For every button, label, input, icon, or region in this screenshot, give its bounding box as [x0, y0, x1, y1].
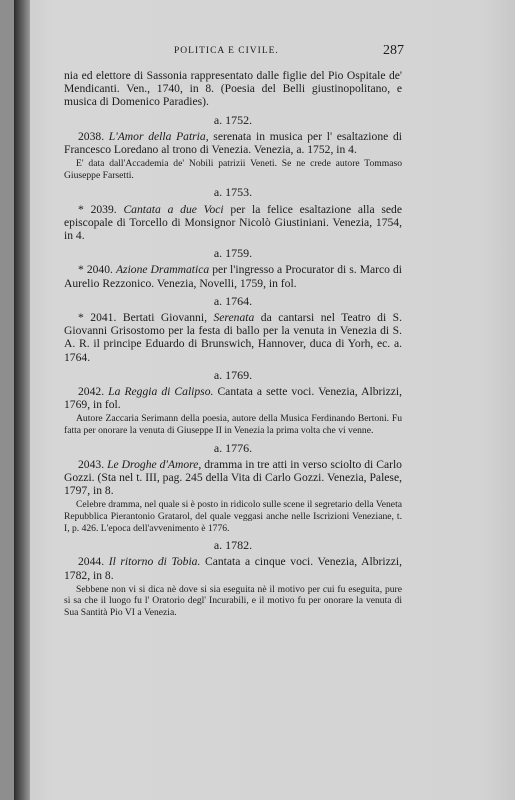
year-heading: a. 1776. — [213, 440, 253, 455]
entry-number: 2038. — [78, 129, 105, 143]
running-title: POLITICA E CIVILE. — [174, 46, 279, 56]
entry-title: Il ritorno di Tobia. — [108, 555, 201, 569]
entry-note: Celebre dramma, nel quale si è posto in ridicolo sulle scene il segretario della Veneta Repubblica Pierantonio Gratarol, del quale veggasi anche nelle Iscrizioni Veneziane, t. I, p. 426. L'epoca dell'avvenimento è 1776. — [64, 499, 402, 534]
entry-2044: 2044. Il ritorno di Tobia. Cantata a cinque voci. Venezia, Albrizzi, 1782, in 8. — [64, 555, 402, 582]
entry-number: 2044. — [78, 555, 105, 569]
book-spine-shadow — [14, 0, 30, 800]
entry-number: 2043. — [78, 457, 105, 471]
entry-title: Cantata a due Voci — [123, 202, 224, 216]
entry-note: E' data dall'Accademia de' Nobili patrizii Veneti. Se ne crede autore Tommaso Giuseppe Farsetti. — [64, 158, 402, 181]
year-heading: a. 1753. — [213, 185, 253, 200]
entry-2038: 2038. L'Amor della Patria, serenata in musica per l' esaltazione di Francesco Loredano al trono di Venezia. Venezia, a. 1752, in 4. — [64, 129, 402, 157]
entry-number: * 2040. — [78, 263, 113, 277]
year-heading: a. 1764. — [213, 293, 253, 308]
page-text — [64, 69, 402, 621]
year-heading: a. 1769. — [213, 367, 253, 382]
entry-2042: 2042. La Reggia di Calipso. Cantata a sette voci. Venezia, Albrizzi, 1769, in fol. — [64, 385, 402, 412]
entry-2039: * 2039. Cantata a due Voci per la felice esaltazione alla sede episcopale di Torcello di Monsignor Nicolò Giustiniani. Venezia, 1754, in 4. — [64, 202, 403, 243]
entry-title: La Reggia di Calipso. — [108, 385, 214, 399]
entry-number: 2042. — [78, 385, 105, 399]
year-heading: a. 1752. — [213, 112, 253, 127]
entry-note: Sebbene non vi si dica nè dove si sia eseguita nè il motivo per cui fu eseguita, pure si sa che il luogo fu l' Oratorio degl' Incurabili, e il motivo fu per onorare la venuta di Sua Santità Pio VI a Venezia. — [64, 583, 402, 619]
book-page — [14, 0, 515, 800]
entry-2043: 2043. Le Droghe d'Amore, dramma in tre atti in verso sciolto di Carlo Gozzi. (Sta nel t. III, pag. 245 della Vita di Carlo Gozzi. Venezia, Palese, 1797, in 8. — [64, 457, 402, 498]
page-number: 287 — [383, 43, 404, 58]
entry-title: Azione Drammatica — [115, 263, 210, 277]
entry-note: Autore Zaccaria Serimann della poesia, autore della Musica Ferdinando Bertoni. Fu fatta per onorare la venuta di Giuseppe II in Venezia la prima volta che vi venne. — [64, 413, 402, 437]
running-head — [74, 43, 404, 62]
entry-title: L'Amor della Patria, — [108, 129, 209, 143]
entry-2040: * 2040. Azione Drammatica per l'ingresso a Procurator di s. Marco di Aurelio Rezzonico. Venezia, Novelli, 1759, in fol. — [64, 263, 403, 290]
year-heading: a. 1782. — [213, 538, 253, 553]
entry-number: * 2039. — [78, 202, 117, 216]
year-heading: a. 1759. — [213, 246, 253, 261]
entry-2041: * 2041. Bertati Giovanni, Serenata da cantarsi nel Teatro di S. Giovanni Grisostomo per la festa di ballo per la venuta in Venezia di S. A. R. il principe Eduardo di Brunswich, Hannover, duca di Yorh, ec. a. 1764. — [64, 311, 403, 364]
entry-number: * 2041. — [78, 311, 117, 325]
entry-title: Serenata — [213, 311, 255, 325]
entry-continuation: nia ed elettore di Sassonia rappresentato dalle figlie del Pio Ospitale de' Mendicanti. Ven., 1740, in 8. (Poesia del Belli giustinopolitano, e musica di Domenico Paradies). — [64, 69, 402, 109]
entry-title: Le Droghe d'Amore, — [107, 457, 202, 471]
